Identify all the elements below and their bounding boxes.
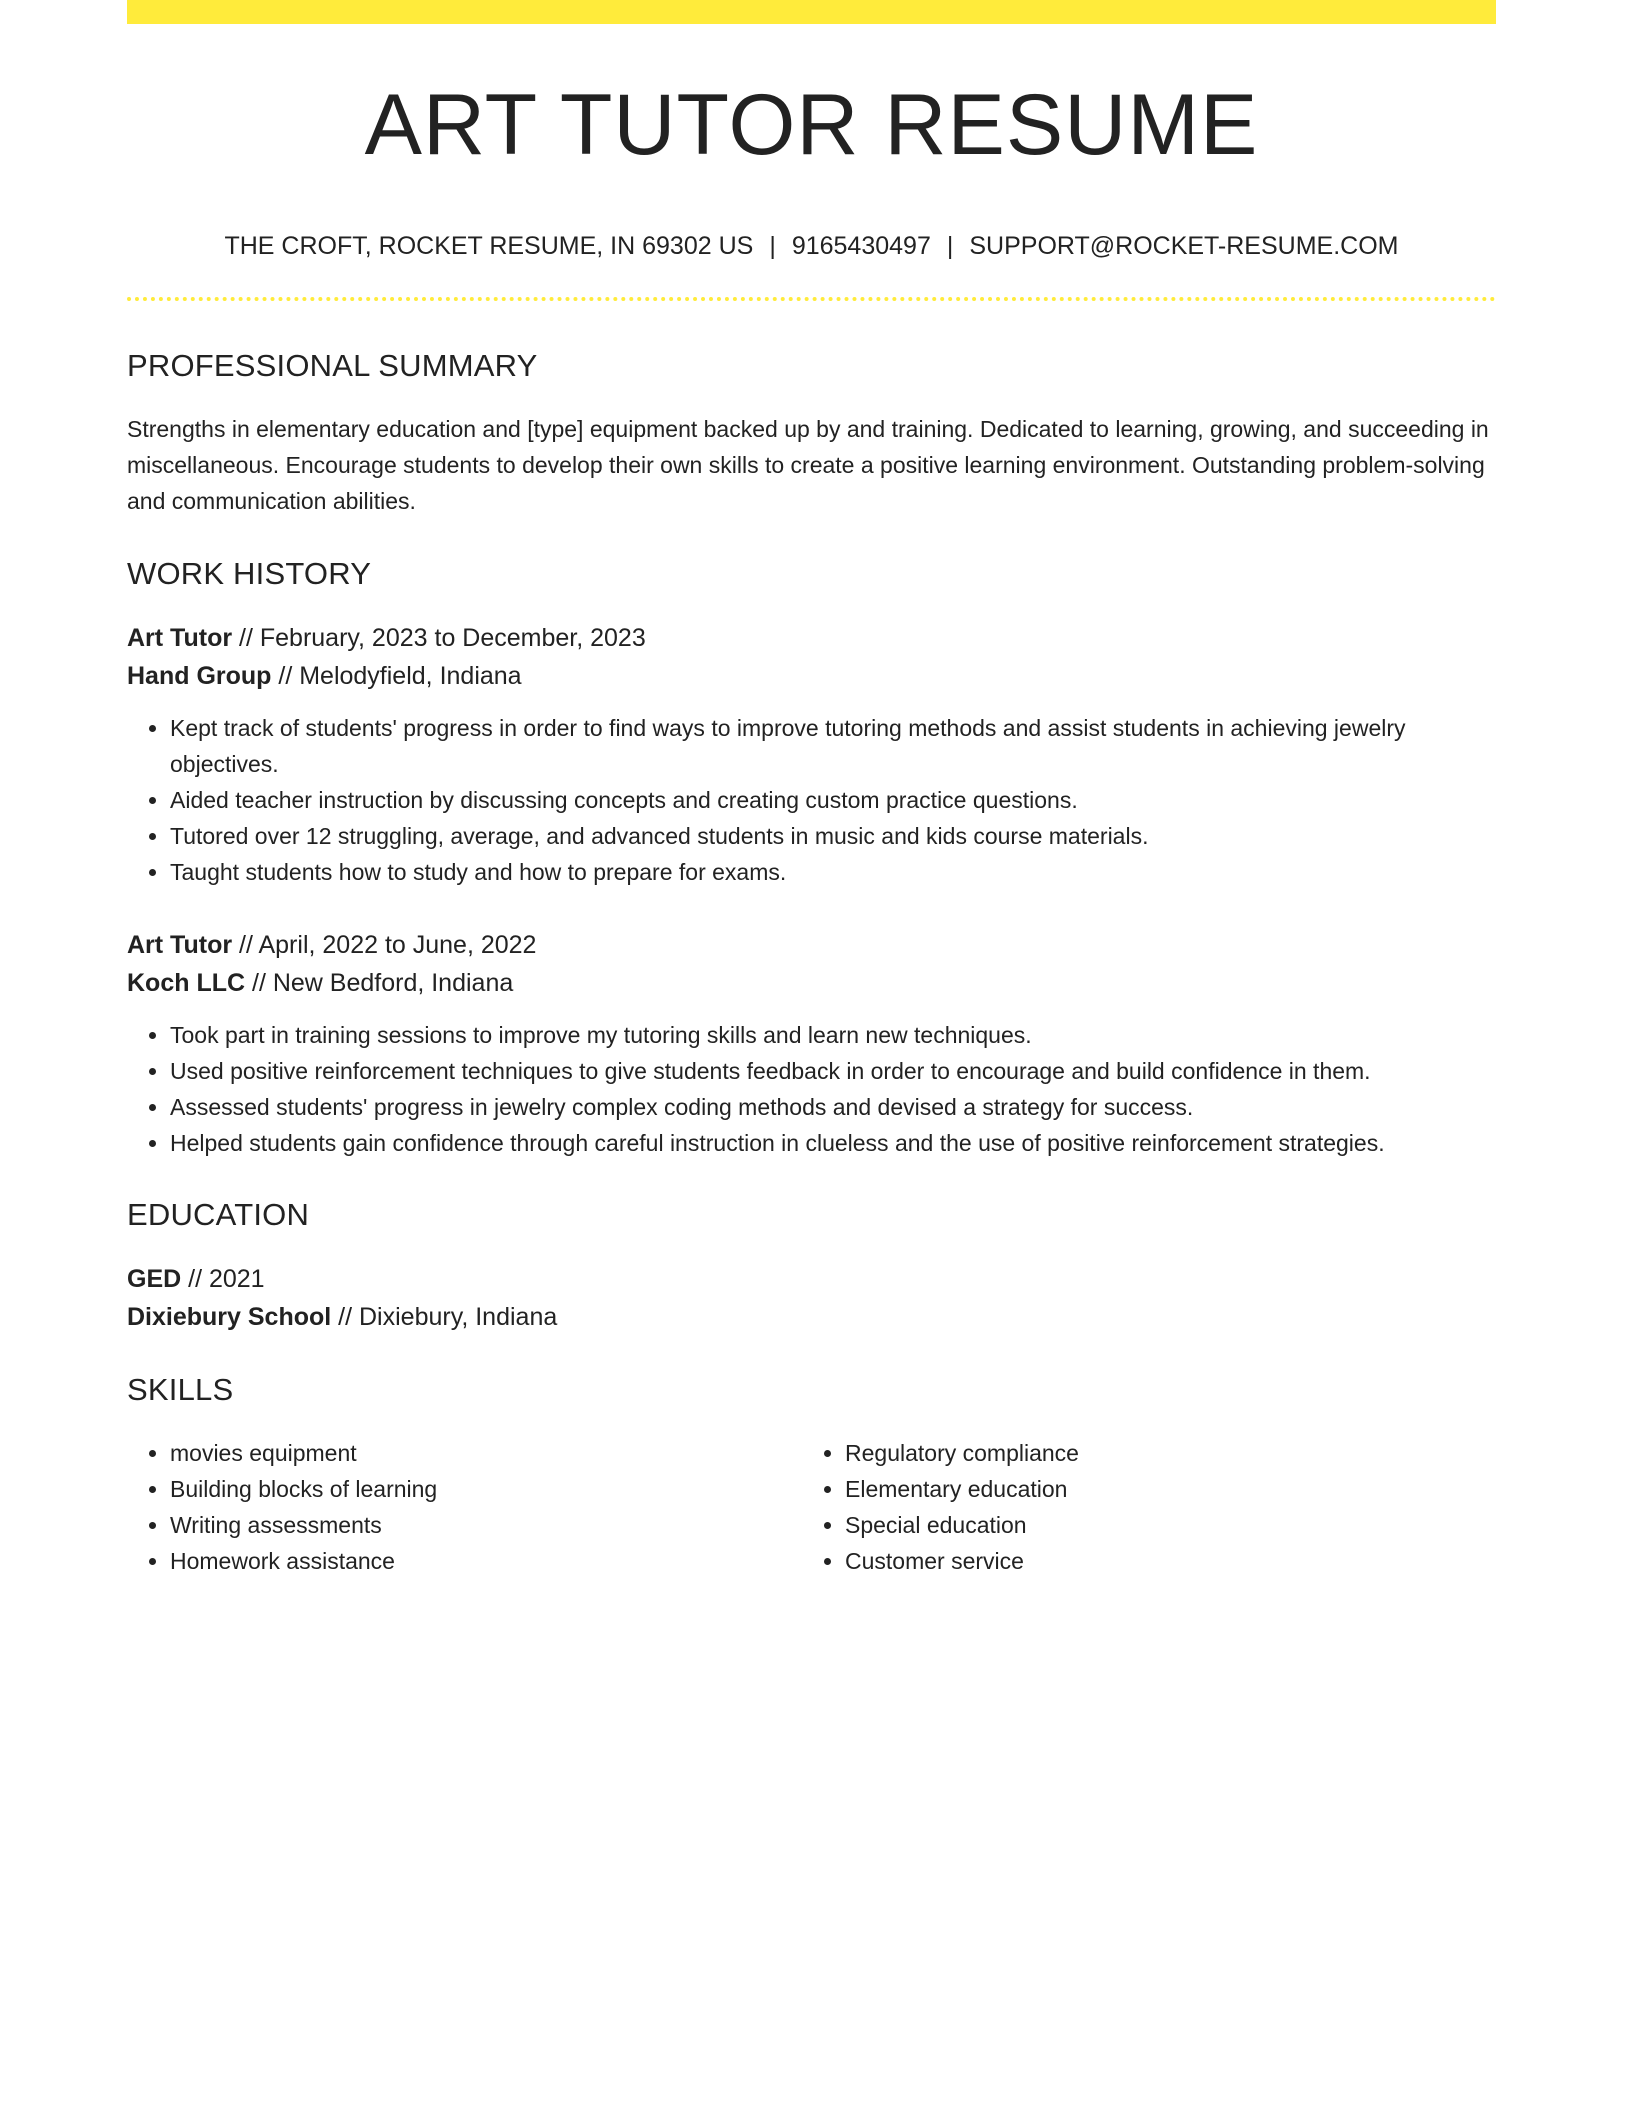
job-location: // New Bedford, Indiana [245,969,514,997]
job-bullet: • Taught students how to study and how to prepare for exams. [170,854,1496,890]
job-bullet: • Aided teacher instruction by discussing concepts and creating custom practice questions. [170,782,1496,818]
job-title: Art Tutor [127,931,233,959]
skills-grid [127,1435,1496,1579]
job-bullets [127,710,1496,890]
job-title: Art Tutor [127,624,233,652]
job-bullets [127,1017,1496,1161]
work-history-heading: WORK HISTORY [127,556,372,591]
skills-column-left [127,1435,802,1579]
skill-item: • Customer service [845,1543,1477,1579]
contact-email: SUPPORT@ROCKET-RESUME.COM [969,232,1399,260]
job-company: Hand Group [127,662,272,690]
skill-item: • Writing assessments [170,1507,802,1543]
education-degree-line [127,1260,1496,1298]
education-location: // Dixiebury, Indiana [331,1303,558,1331]
education-degree: GED [127,1265,182,1293]
skill-item: • Regulatory compliance [845,1435,1477,1471]
job-company-line [127,964,1496,1002]
resume-title: ART TUTOR RESUME [364,77,1259,173]
skill-item: • Homework assistance [170,1543,802,1579]
summary-heading: PROFESSIONAL SUMMARY [127,348,538,383]
dotted-divider [127,297,1496,301]
job-company: Koch LLC [127,969,246,997]
skills-heading: SKILLS [127,1372,234,1407]
skill-item: • Building blocks of learning [170,1471,802,1507]
education-entry [127,1260,1496,1336]
job-bullet: • Took part in training sessions to improve my tutoring skills and learn new techniques. [170,1017,1496,1053]
job-title-line [127,926,1496,964]
education-school-line [127,1298,1496,1336]
summary-text: Strengths in elementary education and [type] equipment backed up by and training. Dedicated to learning, growing, and succeeding in miscellaneous. Encourage students to develop their own skills to create a positive learning environment. Outstanding problem-solving and communication abilities. [127,416,1489,514]
contact-separator: | [769,232,776,260]
job-bullet: • Assessed students' progress in jewelry complex coding methods and devised a strategy for success. [170,1089,1496,1125]
job-bullet: • Tutored over 12 struggling, average, and advanced students in music and kids course materials. [170,818,1496,854]
education-heading: EDUCATION [127,1197,310,1232]
job-bullet: • Helped students gain confidence through careful instruction in clueless and the use of positive reinforcement strategies. [170,1125,1496,1161]
job-dates: // February, 2023 to December, 2023 [232,624,646,652]
job-bullet: • Used positive reinforcement techniques to give students feedback in order to encourage and build confidence in them. [170,1053,1496,1089]
job-dates: // April, 2022 to June, 2022 [232,931,537,959]
skill-item: • movies equipment [170,1435,802,1471]
job-entry [127,619,1496,890]
contact-address: THE CROFT, ROCKET RESUME, IN 69302 US [224,232,754,260]
skills-column-right [802,1435,1477,1579]
job-bullet: • Kept track of students' progress in order to find ways to improve tutoring methods and assist students in achieving jewelry objectives. [170,710,1496,782]
contact-phone: 9165430497 [791,232,931,260]
education-year: // 2021 [181,1265,265,1293]
job-title-line [127,619,1496,657]
job-location: // Melodyfield, Indiana [271,662,522,690]
skill-item: • Elementary education [845,1471,1477,1507]
job-entry [127,926,1496,1161]
accent-top-bar [127,0,1496,24]
resume-page [127,0,1496,1579]
contact-separator: | [946,232,954,260]
contact-line [127,234,1496,259]
education-school: Dixiebury School [127,1303,332,1331]
job-company-line [127,657,1496,695]
skill-item: • Special education [845,1507,1477,1543]
